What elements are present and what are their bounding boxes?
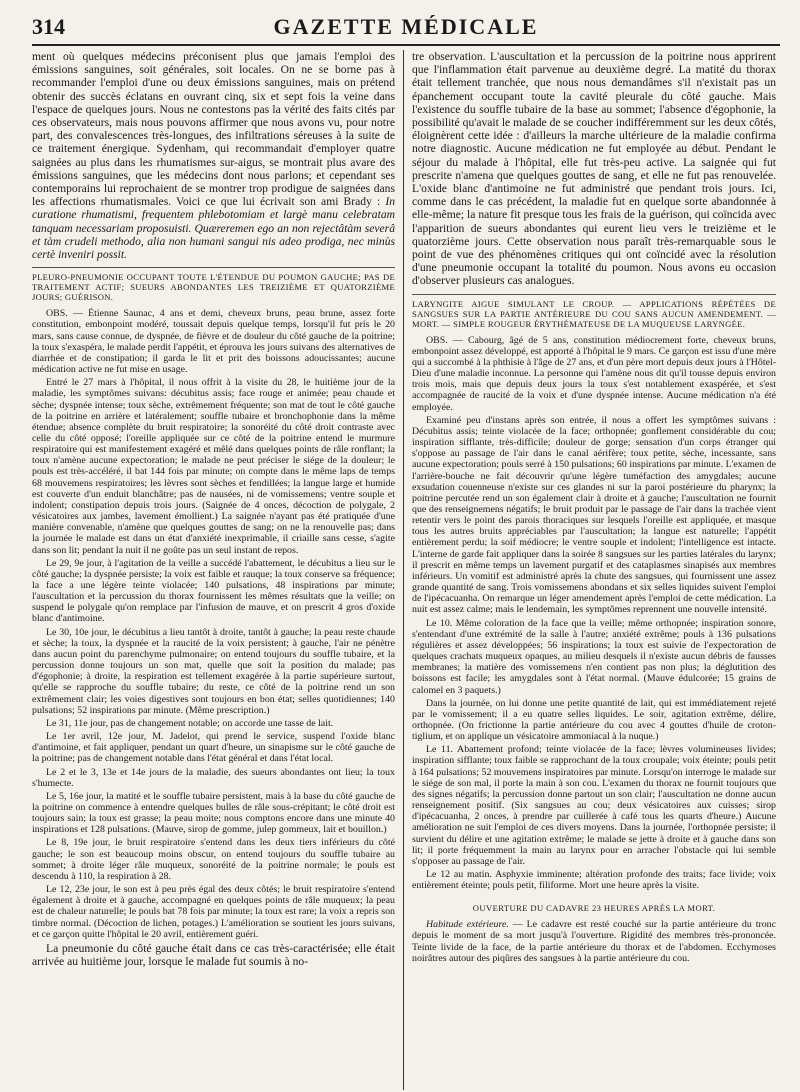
intro-paragraph	[32, 50, 395, 261]
paragraph-day-29: Le 29, 9e jour, à l'agitation de la veille a succédé l'abattement, le décubitus a lieu sur le côté gauche; la dyspnée persiste; la voix est faible et rauque; la toux conserve sa fréquence; la face a une légère teinte violacée; 140 pulsations, 48 inspirations par minute; l'auscultation et la percussion du thorax fournissent les mêmes résultats que la veille; on suspend le polygale qu'on remplace par l'infusion de mauve, et on prescrit 4 gros d'oxide blanc d'antimoine.	[32, 557, 395, 625]
paragraph-april-8: Le 8, 19e jour, le bruit respiratoire s'entend dans les deux tiers inférieurs du côté gauche; le son est beaucoup moins obscur, on entend toujours du souffle tubaire au sommet; à droite léger râle muqueux, sonoréité de la poitrine normale; le pouls est descendu à 110, la respiration à 28.	[32, 837, 395, 882]
paragraph-day-10: Le 10. Même coloration de la face que la veille; même orthopnée; inspiration sonore, s'entendant d'une extrémité de la salle à l'autre; anxiété extrême; pouls à 136 pulsations régulières et assez développées; 56 inspirations; la toux est suivie de l'expectoration de quelques crachats muqueux opaques, au milieu desquels il n'existe aucun débris de fausses membranes; la matière des vomissemens n'en contient pas non plus; la déglutition des boissons est facile; les amygdales sont à l'état normal. (Mauve édulcorée; 15 grains de calomel en 3 paquets.)	[412, 617, 776, 696]
left-column	[32, 50, 404, 1090]
commentary-continued: tre observation. L'auscultation et la percussion de la poitrine nous apprirent que l'inflammation était parvenue au deuxième degré. La matité du thorax était tellement tranchée, que nous nous demandâmes s'il n'existait pas un épanchement occupant toute la cavité pleurale du côté gauche. Mais l'existence du souffle tubaire de la base au sommet; l'absence d'égophonie, la possibilité qu'avait le malade de se coucher indifféremment sur les deux côtés, éloignèrent cette idée : d'ailleurs la marche ultérieure de la maladie confirma notre diagnostic. Aucune médication ne fut employée au début. Pendant le séjour du malade à l'hôpital, elle fut très-peu active. La saignée qui fut prescrite n'amena que quelques gouttes de sang, et elle ne fut pas renouvelée. L'oxide blanc d'antimoine ne fut administré que pendant trois jours. Ici, comme dans le cas précédent, la maladie fut en quelque sorte abandonnée à elle-même; la nature fit presque tous les frais de la guérison, qui coïncida avec l'apparition de sueurs abondantes qui eurent lieu vers le treizième et le quatorzième jours. Cette observation nous paraît très-remarquable sous le point de vue des phénomènes critiques qui ont coïncidé avec la résolution d'une pneumonie occupant la totalité du poumon. Nous avons eu occasion d'observer plusieurs cas analogues.	[412, 50, 776, 288]
paragraph-april-2-3: Le 2 et le 3, 13e et 14e jours de la maladie, des sueurs abondantes ont lieu; la toux s'humecte.	[32, 766, 395, 789]
autopsy-text: — Le cadavre est resté couché sur la partie antérieure du tronc depuis le moment de sa mort jusqu'à l'ouverture. Rigidité des membres très-prononcée. Teinte livide de la face, de la partie antérieure du thorax et de l'abdomen. Ecchymoses noirâtres autour des piqûres des sangsues à la partie antérieure du cou.	[412, 919, 776, 964]
intro-text: ment où quelques médecins préconisent plus que jamais l'emploi des émissions sanguines, soit générales, soit locales. On ne se borne pas à recommander l'emploi d'une ou deux émissions sanguines, mais on prétend obtenir des succès éclatans en ouvrant cinq, six et sept fois la veine dans l'espace de quelques jours. Nous ne contestons pas la vérité des faits cités par ces observateurs, mais nous pouvons affirmer que nous avons vu, pour notre part, des convalescences très-longues, des infiltrations séreuses à la suite de ce traitement énergique. Sydenham, qui recommandait d'employer quatre saignées au plus dans les rhumatismes sur-aigus, se montrait plus avare des émissions sanguines, que les médecins dont nous parlons; et cependant ses contemporains lui reprochaient de se montrer trop prodigue de saignées dans les affections rhumatismales. Voici ce que lui écrivait son ami Brady :	[32, 50, 395, 209]
paragraph-examination: Examiné peu d'instans après son entrée, il nous a offert les symptômes suivans : Décubitus assis; teinte violacée de la face; orthopnée; gonflement considérable du cou; inspiration sifflante, très-difficile; douleur de gorge; sensation d'un corps étranger qui s'oppose au passage de l'air dans le canal aérifère; toux petite, sèche, incessante, sans aucune expectoration; pouls serré à 150 pulsations; 60 inspirations par minute. L'examen de l'arrière-bouche ne fait découvrir qu'une légère tuméfaction des amygdales; aucune exsudation couenneuse n'existe sur ces glandes ni sur la paroi postérieure du pharynx; la poitrine percutée rend un son également clair à droite et à gauche; l'auscultation ne fournit que des renseignemens négatifs; le bruit produit par le passage de l'air dans la trachée vient retentir vers le point des parois thoraciques sur lesquels l'oreille est appliquée, et masque tous les autres bruits appréciables par l'auscultation; la langue est naturelle; l'appétit entièrement perdu; la soif médiocre; le ventre souple et indolent; l'intelligence est intacte. L'interne de garde fait appliquer dans la soirée 8 sangsues sur les parties latérales du larynx; il prescrit en même temps un lavement purgatif et des cataplasmes sinapisés aux membres inférieurs. Un vomitif est administré après la chute des sangsues, qui fournissent une assez grande quantité de sang. Trois vomissemens abondans et six selles liquides suivent l'emploi de l'ipécacuanha. On remarque un léger amendement après l'emploi de cette médication. La nuit est assez calme; mais le lendemain, les symptômes reprennent une nouvelle intensité.	[412, 414, 776, 616]
paragraph-april-5: Le 5, 16e jour, la matité et le souffle tubaire persistent, mais à la base du côté gauche de la poitrine on commence à entendre quelques bulles de râle sous-crépitant; le côté droit est toujours sain; la toux est grasse; la peau moite; nous comptons encore dans une minute 40 inspirations et 128 pulsations. (Mauve, sirop de gomme, julep gommeux, lait et bouillon.)	[32, 790, 395, 836]
page-number: 314	[32, 14, 65, 39]
case-heading-laryngite: LARYNGITE AIGUE SIMULANT LE CROUP. — APPLICATIONS RÉPÉTÉES DE SANGSUES SUR LA PARTIE ANTÉRIEURE DU COU SANS AUCUN AMENDEMENT. — MORT. — SIMPLE ROUGEUR ÉRYTHÉMATEUSE DE LA MUQUEUSE LARYNGÉE.	[412, 294, 776, 329]
paragraph-april-1: Le 1er avril, 12e jour, M. Jadelot, qui prend le service, suspend l'oxide blanc d'antimoine, et fait appliquer, pendant un quart d'heure, un sinapisme sur le côté gauche de la poitrine; pas de changement notable dans l'état général et dans l'état local.	[32, 731, 395, 765]
page-header	[32, 14, 780, 46]
autopsy-paragraph	[412, 919, 776, 964]
paragraph-day-12: Le 12 au matin. Asphyxie imminente; altération profonde des traits; face livide; voix entièrement éteinte; pouls petit, filiforme. Mort une heure après la visite.	[412, 869, 776, 892]
paragraph-afternoon: Dans la journée, on lui donne une petite quantité de lait, qui est immédiatement rejeté par le vomissement; il a eu quatre selles liquides. Le soir, agitation extrême, délire, orthopnée. (On frictionne la partie antérieure du cou avec 4 gouttes d'huile de croton-tiglium, et on applique un vésicatoire ammoniacal à la nuque.)	[412, 697, 776, 743]
paragraph-day-30: Le 30, 10e jour, le décubitus a lieu tantôt à droite, tantôt à gauche; la peau reste chaude et sèche; la toux, la dyspnée et la raucité de la voix persistent; à gauche, l'air ne pénètre dans aucun point du parenchyme pulmonaire; on entend toujours du souffle tubaire, et la percussion donne toujours un son mat, quelle que soit la position du malade; pas d'égophonie; à droite, la respiration est tellement exagérée à la partie supérieure surtout, qu'elle se rapproche du souffle tubaire; du reste, ce côté de la poitrine rend un son extrêmement clair; les voies digestives sont toujours en bon état; selles quotidiennes; 140 pulsations; 52 inspirations par minute. (Même prescription.)	[32, 626, 395, 716]
obs-label-2: OBS. —	[426, 334, 463, 346]
observation-paragraph	[32, 308, 395, 375]
paragraph-april-12: Le 12, 23e jour, le son est à peu près égal des deux côtés; le bruit respiratoire s'entend également à droite et à gauche, accompagné en quelques points de râle muqueux; la peau est de chaleur naturelle; le pouls bat 78 fois par minute; la toux est rare; la voix a repris son timbre normal. (Décoction de lichen, potages.) L'amélioration se soutient les jours suivans, et ce garçon quitte l'hôpital le 20 avril, entièrement guéri.	[32, 884, 395, 940]
paragraph-day-31: Le 31, 11e jour, pas de changement notable; on accorde une tasse de lait.	[46, 717, 334, 729]
obs-text: Étienne Saunac, 4 ans et demi, cheveux bruns, peau brune, assez forte constitution, embonpoint modéré, toussait depuis quelque temps, lorsqu'il fut pris le 20 mars, sans cause connue, de dyspnée, de fièvre et de douleur du côté gauche de la poitrine; la toux s'exaspéra, le malade perdit l'appétit, et éprouva les jours suivans des alternatives de diarrhée et de constipation; il garda le lit et prit des boissons adoucissantes; aucune médication active ne fut mise en usage.	[32, 308, 396, 376]
paragraph-day-11: Le 11. Abattement profond; teinte violacée de la face; lèvres volumineuses livides; inspiration sifflante; toux faible se rapprochant de la toux croupale; voix éteinte; pouls petit à 164 pulsations; 52 mouvemens inspiratoires par minute. Lorsqu'on interroge le malade sur le siége de son mal, il porte la main à son cou. L'examen du thorax ne fournit toujours que des signes négatifs; la percussion donne partout un son clair; l'auscultation ne donne aucun renseignement positif. (Six sangsues au cou; deux vésicatoires aux cuisses; sirop d'ipécacuanha, 2 onces, à prendre par cuillerée à café tous les quarts d'heure.) Aucune amélioration ne suit l'emploi de ces divers moyens. Dans la journée, l'orthopnée persiste; il survient du délire et une agitation extrême; le malade se jette à droite et à gauche dans son lit; il porte fréquemment la main au larynx pour en arracher l'obstacle qui lui semble s'opposer au passage de l'air.	[412, 744, 776, 867]
right-column	[404, 50, 776, 1090]
latin-quote: In curatione rhumatismi, frequentem phlebotomiam et largè manu celebratam tanquam necessariam proposuisti. Quæreremen ego an non rejectâtàm severâ et tàm crudeli methodo, alia non humani sangui nis adeo prodiga, nec minùs certè inveniri possit.	[32, 195, 395, 262]
autopsy-heading: OUVERTURE DU CADAVRE 23 HEURES APRÈS LA MORT.	[472, 903, 716, 914]
autopsy-lead: Habitude extérieure.	[426, 919, 509, 931]
paragraph-commentary: La pneumonie du côté gauche était dans ce cas très-caractérisée; elle était arrivée au huitième jour, lorsque le malade fut soumis à no-	[32, 941, 395, 969]
obs-text-2: Cabourg, âgé de 5 ans, constitution médiocrement forte, cheveux bruns, embonpoint assez développé, est apporté à l'hôpital le 9 mars. Ce garçon est issu d'une mère qui a succombé à la phthisie à l'âge de 27 ans, et d'un père mort depuis deux jours à l'Hôtel-Dieu d'une maladie inconnue. La personne qui l'amène nous dit qu'il tousse depuis environ trois mois, mais que depuis deux jours la toux s'est notablement exaspérée, et s'est accompagnée de raucité de la voix et d'une dyspnée intense. Aucune médication n'a été employée.	[412, 334, 776, 413]
observation-paragraph-2	[412, 335, 776, 413]
text-columns	[32, 50, 780, 1090]
publication-title: GAZETTE MÉDICALE	[273, 14, 539, 39]
obs-label: OBS. —	[46, 308, 83, 320]
paragraph-entry: Entré le 27 mars à l'hôpital, il nous offrit à la visite du 28, le huitième jour de la maladie, les symptômes suivans: décubitus assis; face rouge et animée; peau chaude et sèche; dyspnée intense; toux sèche, extrêmement fréquente; son mat de tout le côté gauche de la poitrine en arrière et latéralement; souffle tubaire et bronchophonie dans la même étendue; absence complète du bruit respiratoire; la sonoréité du côté droit contraste avec celle du côté opposé; l'oreille appliquée sur ce côté de la poitrine entend le murmure respiratoire qui est manifestement exagéré et mêlé dans quelques points de râle ronflant; la toux n'amène aucune expectoration; le malade ne peut préciser le siége de la douleur; le pouls est très-accéléré, il bat 144 fois par minute; on compte dans le même laps de temps 68 mouvemens respiratoires; les lèvres sont sèches et fendillées; la langue large et humide est couverte d'un enduit blanchâtre; pas de nausées, ni de vomissemens; ventre souple et indolent; constipation depuis trois jours. (Saignée de 4 onces, décoction de polygale, 2 vésicatoires aux jambes, lavement émollient.) La saignée n'ayant pas été pratiquée d'une manière convenable, n'amène que quelques gouttes de sang; on ne la renouvelle pas; dans la journée le malade est dans un état d'anxiété inexprimable, il criaille sans cesse, s'agite dans son lit; pendant la nuit il ne goûte pas un seul instant de repos.	[32, 377, 395, 556]
case-heading-pleuro-pneumonie: PLEURO-PNEUMONIE OCCUPANT TOUTE L'ÉTENDUE DU POUMON GAUCHE; PAS DE TRAITEMENT ACTIF; SUEURS ABONDANTES LES TREIZIÈME ET QUATORZIÈME JOURS; GUÉRISON.	[32, 267, 395, 302]
